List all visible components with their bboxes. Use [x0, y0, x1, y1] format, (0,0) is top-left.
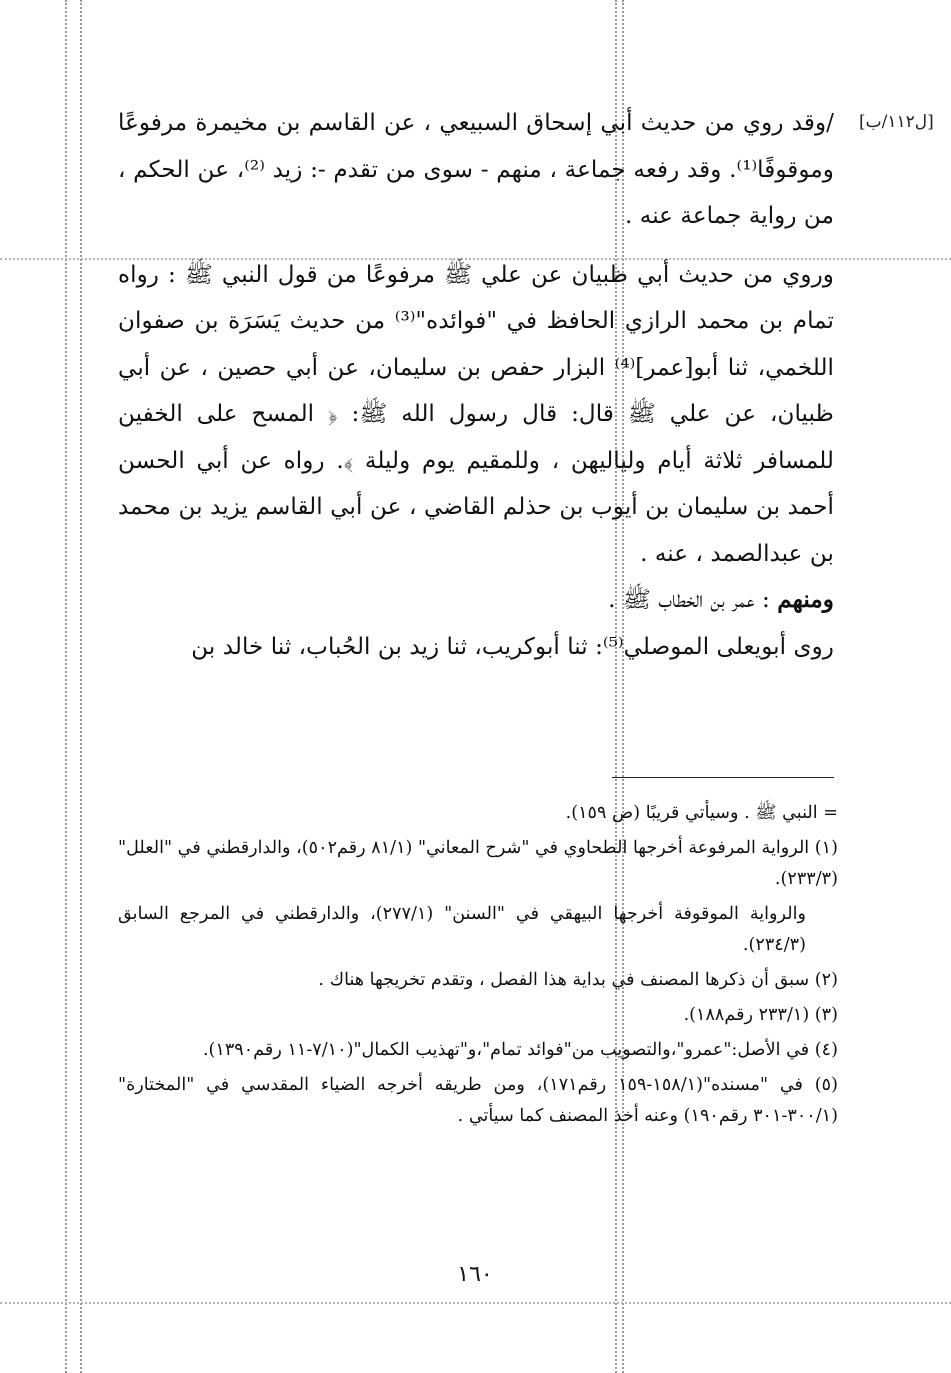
- paragraph-text: : عمر بن الخطاب ﷺ .: [608, 586, 778, 613]
- footnote: (٤) في الأصل:"عمرو"،والتصويب من"فوائد تمام"،و"تهذيب الكمال"(٧/١٠-١١ رقم١٣٩٠).: [202, 1040, 838, 1060]
- paragraph: [118, 577, 834, 624]
- footnote: = النبي ﷺ . وسيأتي قريبًا (ص ١٥٩).: [565, 803, 838, 823]
- footnote: (٥) في "مسنده"(١٥٨/١-١٥٩ رقم١٧١)، ومن طريقه أخرجه الضياء المقدسي في "المختارة" (٣٠٠/١-٣٠١ رقم١٩٠) وعنه أخذ المصنف كما سيأتي .: [118, 1075, 838, 1126]
- scan-dotted-line: [65, 0, 67, 1373]
- footnotes: [118, 798, 838, 1238]
- bold-lead-word: ومنهم: [777, 586, 834, 613]
- footnote-separator: [612, 777, 834, 778]
- paragraph: روى أبويعلى الموصلي⁽⁵⁾: ثنا أبوكريب، ثنا زيد بن الحُباب، ثنا خالد بن: [191, 632, 834, 660]
- footnote: (٢) سبق أن ذكرها المصنف في بداية هذا الفصل ، وتقدم تخريجها هناك .: [318, 970, 838, 990]
- footnote: (٣) (٢٣٣/١ رقم١٨٨).: [683, 1005, 838, 1025]
- paragraph: وروي من حديث أبي ظبيان عن علي ﷺ مرفوعًا من قول النبي ﷺ : رواه تمام بن محمد الرازي الحافظ في "فوائده"⁽³⁾ من حديث يَسَرَة بن صفوان اللخمي، ثنا أبو[عمر]⁽⁴⁾ البزار حفص بن سليمان، عن أبي حصين ، عن أبي ظبيان، عن علي ﷺ قال: قال رسول الله ﷺ: ﴿ المسح على الخفين للمسافر ثلاثة أيام ولياليهن ، وللمقيم يوم وليلة ﴾. رواه عن أبي الحسن أحمد بن سليمان بن أيوب بن حذلم القاضي ، عن أبي القاسم يزيد بن محمد بن عبدالصمد ، عنه .: [118, 260, 834, 567]
- manuscript-folio-marker: [ل١١٢/ب]: [859, 112, 934, 132]
- page-number: ١٦٠: [457, 1262, 493, 1287]
- scan-dotted-line: [80, 0, 82, 1373]
- main-text: [118, 100, 834, 740]
- scan-dotted-line: [0, 1302, 951, 1304]
- paragraph: /وقد روي من حديث أبي إسحاق السبيعي ، عن القاسم بن مخيمرة مرفوعًا وموقوفًا⁽¹⁾. وقد رفعه جماعة ، منهم - سوى من تقدم -: زيد ⁽²⁾، عن الحكم ، من رواية جماعة عنه .: [118, 109, 834, 229]
- footnote: (١) الرواية المرفوعة أخرجها الطحاوي في "شرح المعاني" (٨١/١ رقم٥٠٢)، والدارقطني في "العلل" (٢٣٣/٣).: [118, 838, 838, 889]
- footnote: والرواية الموقوفة أخرجها البيهقي في "السنن" (٢٧٧/١)، والدارقطني في المرجع السابق (٢٣٤/٣).: [118, 904, 806, 955]
